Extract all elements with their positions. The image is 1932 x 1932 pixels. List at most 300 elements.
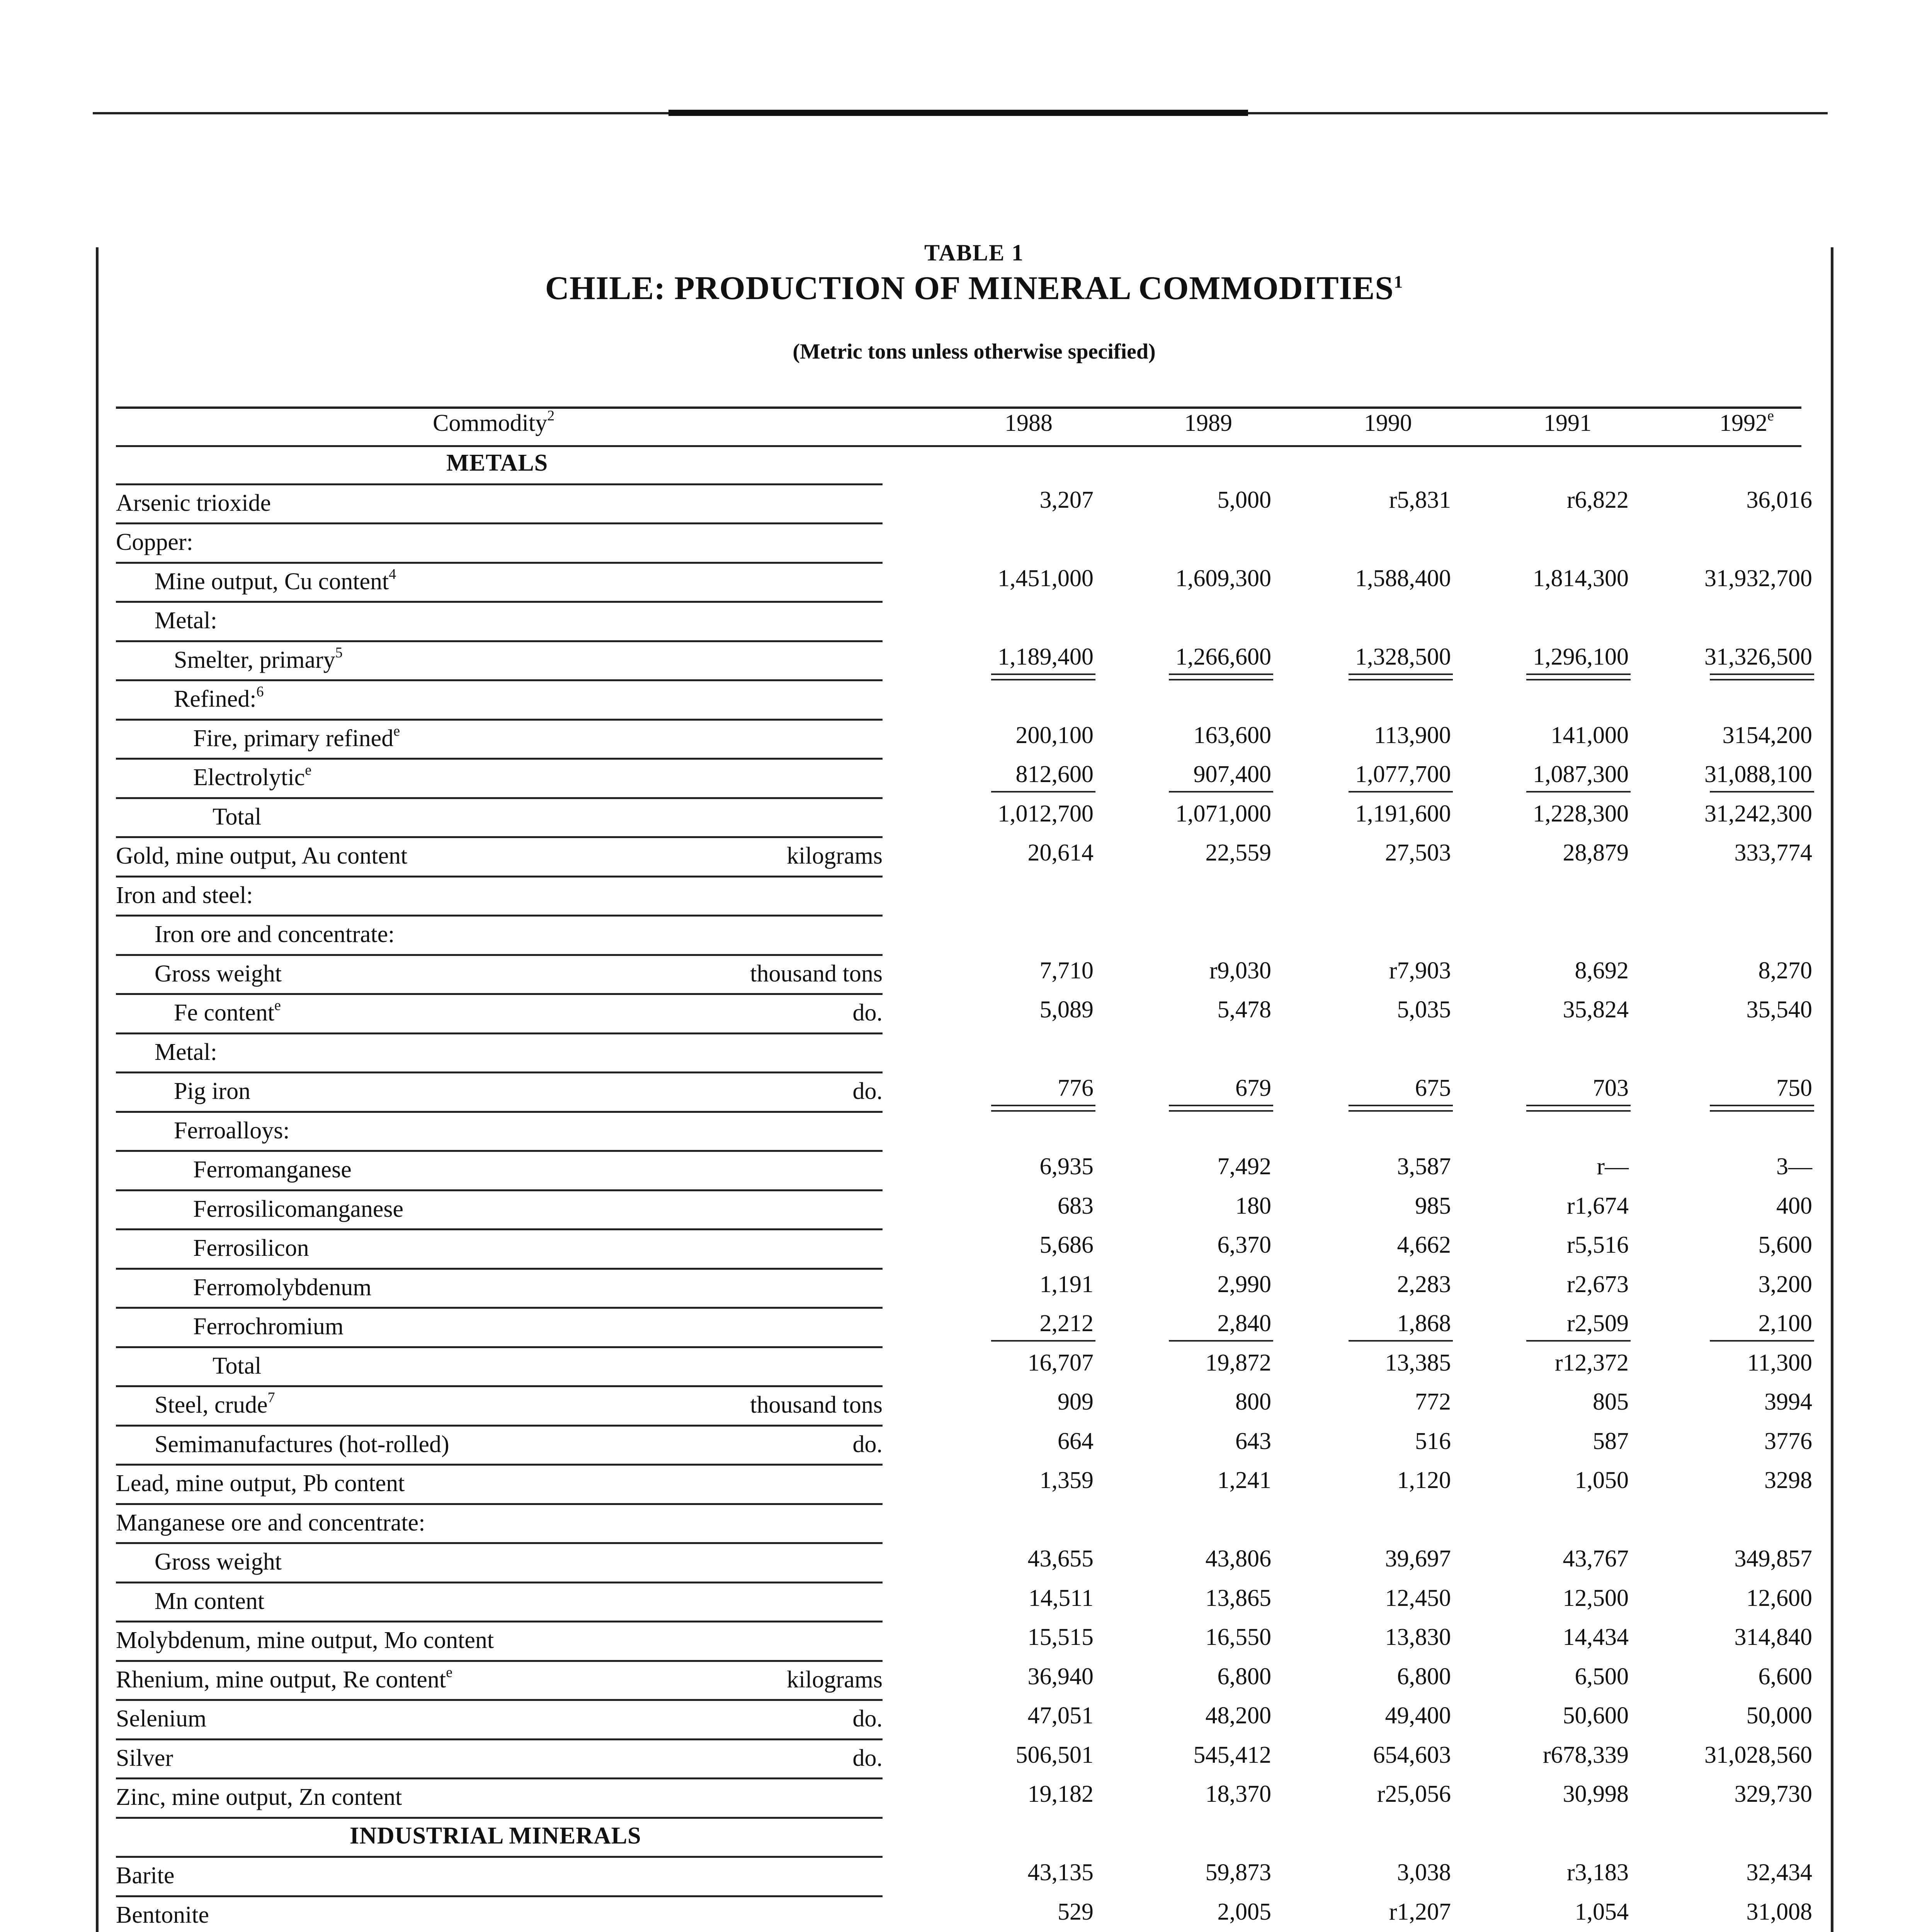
table-row bbox=[0, 1781, 1932, 1819]
row-rule bbox=[116, 954, 883, 956]
cell-1990: 3,587 bbox=[1397, 1153, 1451, 1180]
row-label: Semimanufactures (hot-rolled) bbox=[155, 1431, 449, 1458]
value-underline bbox=[1349, 791, 1453, 793]
row-rule bbox=[116, 601, 883, 603]
table-row bbox=[0, 1545, 1932, 1584]
row-label: Selenium bbox=[116, 1706, 207, 1732]
table-row bbox=[0, 1388, 1932, 1427]
section-rule bbox=[116, 483, 883, 485]
row-label: Gross weight bbox=[155, 1549, 282, 1575]
cell-1988: 776 bbox=[1058, 1075, 1094, 1101]
cell-1991: 6,500 bbox=[1575, 1663, 1629, 1690]
value-underline bbox=[1710, 791, 1814, 793]
cell-1988: 6,935 bbox=[1039, 1153, 1094, 1180]
row-rule bbox=[116, 1464, 883, 1466]
cell-1988: 15,515 bbox=[1027, 1624, 1094, 1650]
row-label: Metal: bbox=[155, 607, 217, 634]
cell-1990: 516 bbox=[1415, 1428, 1451, 1454]
row-rule bbox=[116, 797, 883, 799]
row-rule bbox=[116, 758, 883, 760]
cell-1991: 35,824 bbox=[1563, 997, 1629, 1023]
row-rule bbox=[116, 1189, 883, 1191]
cell-1991: r2,673 bbox=[1566, 1271, 1629, 1298]
value-underline bbox=[1526, 673, 1631, 675]
row-label: Barite bbox=[116, 1862, 175, 1889]
row-label: Gross weight bbox=[155, 960, 282, 987]
value-underline bbox=[1169, 679, 1273, 680]
table-row bbox=[0, 1349, 1932, 1388]
cell-1988: 20,614 bbox=[1027, 840, 1094, 866]
cell-1988: 43,655 bbox=[1027, 1546, 1094, 1572]
row-rule bbox=[116, 1777, 883, 1779]
cell-1988: 506,501 bbox=[1015, 1742, 1094, 1768]
row-rule bbox=[116, 1621, 883, 1622]
cell-1992: 8,270 bbox=[1758, 957, 1812, 984]
cell-1989: 43,806 bbox=[1205, 1546, 1271, 1572]
cell-1992: 36,016 bbox=[1746, 486, 1812, 513]
cell-1989: 2,005 bbox=[1217, 1898, 1271, 1925]
cell-1991: 12,500 bbox=[1563, 1585, 1629, 1611]
cell-1991: 1,228,300 bbox=[1533, 800, 1629, 827]
cell-1992: 2,100 bbox=[1758, 1310, 1812, 1337]
cell-1991: 43,767 bbox=[1563, 1546, 1629, 1572]
cell-1989: 2,990 bbox=[1217, 1271, 1271, 1298]
cell-1988: 16,707 bbox=[1027, 1349, 1094, 1376]
cell-1991: 14,434 bbox=[1563, 1624, 1629, 1650]
cell-1988: 200,100 bbox=[1015, 722, 1094, 748]
value-underline bbox=[1710, 679, 1814, 680]
cell-1989: 643 bbox=[1235, 1428, 1271, 1454]
header-year-1991: 1991 bbox=[1544, 410, 1592, 436]
value-underline bbox=[1169, 673, 1273, 675]
row-rule bbox=[116, 719, 883, 721]
row-unit: do. bbox=[852, 1431, 883, 1458]
cell-1991: 1,050 bbox=[1575, 1467, 1629, 1493]
row-label: Gold, mine output, Au content bbox=[116, 843, 408, 869]
cell-1990: r1,207 bbox=[1389, 1898, 1451, 1925]
table-row bbox=[0, 879, 1932, 917]
table-row bbox=[0, 1859, 1932, 1898]
value-underline bbox=[1349, 679, 1453, 680]
table-row bbox=[0, 1663, 1932, 1702]
cell-1992: 333,774 bbox=[1734, 840, 1812, 866]
row-rule bbox=[116, 679, 883, 681]
cell-1988: 1,191 bbox=[1039, 1271, 1094, 1298]
table-label: TABLE 1 bbox=[924, 240, 1024, 265]
row-label: Steel, crude$^7$ bbox=[155, 1389, 275, 1418]
table-row bbox=[0, 1310, 1932, 1349]
cell-1991: 50,600 bbox=[1563, 1702, 1629, 1729]
cell-1990: r5,831 bbox=[1389, 486, 1451, 513]
row-rule bbox=[116, 522, 883, 524]
cell-1992: 31,242,300 bbox=[1704, 800, 1812, 827]
cell-1988: 14,511 bbox=[1028, 1585, 1094, 1611]
cell-1989: 180 bbox=[1235, 1192, 1271, 1219]
row-label: Mine output, Cu content$^4$ bbox=[155, 566, 396, 595]
row-rule bbox=[116, 1817, 883, 1819]
cell-1991: r678,339 bbox=[1543, 1742, 1629, 1768]
table-row bbox=[0, 761, 1932, 799]
row-unit: kilograms bbox=[787, 843, 883, 869]
value-underline bbox=[1526, 1340, 1631, 1342]
cell-1990: 5,035 bbox=[1397, 997, 1451, 1023]
row-rule bbox=[116, 1307, 883, 1309]
cell-1989: 5,000 bbox=[1217, 486, 1271, 513]
cell-1990: 27,503 bbox=[1385, 840, 1451, 866]
value-underline bbox=[1526, 1105, 1631, 1106]
row-rule bbox=[116, 1346, 883, 1348]
cell-1989: 5,478 bbox=[1217, 997, 1271, 1023]
cell-1991: r12,372 bbox=[1554, 1349, 1629, 1376]
cell-1990: 2,283 bbox=[1397, 1271, 1451, 1298]
row-label: Mn content bbox=[155, 1588, 265, 1614]
table-row bbox=[0, 604, 1932, 643]
cell-1991: 8,692 bbox=[1575, 957, 1629, 984]
header-bottom-rule bbox=[116, 445, 1801, 447]
row-label: Pig iron bbox=[174, 1078, 251, 1104]
cell-1988: 47,051 bbox=[1027, 1702, 1094, 1729]
cell-1992: 11,300 bbox=[1747, 1349, 1812, 1376]
table-row bbox=[0, 957, 1932, 996]
cell-1992: 12,600 bbox=[1746, 1585, 1812, 1611]
row-unit: do. bbox=[852, 1078, 883, 1104]
cell-1991: 703 bbox=[1593, 1075, 1629, 1101]
cell-1988: 1,359 bbox=[1039, 1467, 1094, 1493]
row-unit: do. bbox=[852, 1000, 883, 1026]
table-row bbox=[0, 722, 1932, 760]
value-underline bbox=[1526, 1110, 1631, 1112]
row-label: Metal: bbox=[155, 1039, 217, 1065]
row-rule bbox=[116, 993, 883, 995]
row-label: Manganese ore and concentrate: bbox=[116, 1509, 425, 1536]
top-rule-thick bbox=[668, 110, 1248, 116]
row-rule bbox=[116, 1895, 883, 1897]
value-underline bbox=[1169, 1110, 1273, 1112]
table-row bbox=[0, 1192, 1932, 1231]
row-unit: do. bbox=[852, 1745, 883, 1771]
cell-1990: 13,830 bbox=[1385, 1624, 1451, 1650]
cell-1988: 664 bbox=[1058, 1428, 1094, 1454]
cell-1989: 22,559 bbox=[1205, 840, 1271, 866]
cell-1988: 3,207 bbox=[1039, 486, 1094, 513]
cell-1989: 48,200 bbox=[1205, 1702, 1271, 1729]
value-underline bbox=[991, 1105, 1095, 1106]
row-rule bbox=[116, 1150, 883, 1152]
row-rule bbox=[116, 876, 883, 878]
row-rule bbox=[116, 1228, 883, 1230]
cell-1990: 1,191,600 bbox=[1355, 800, 1451, 827]
header-commodity: Commodity$^2$ bbox=[433, 408, 555, 436]
cell-1992: 750 bbox=[1776, 1075, 1812, 1101]
cell-1990: 3,038 bbox=[1397, 1859, 1451, 1886]
table-row bbox=[0, 526, 1932, 564]
cell-1989: 907,400 bbox=[1193, 761, 1271, 787]
cell-1992: 3,200 bbox=[1758, 1271, 1812, 1298]
value-underline bbox=[1526, 791, 1631, 793]
cell-1989: 1,241 bbox=[1217, 1467, 1271, 1493]
cell-1989: 18,370 bbox=[1205, 1781, 1271, 1807]
table-row bbox=[0, 839, 1932, 878]
row-rule bbox=[116, 1738, 883, 1740]
row-label: Ferrochromium bbox=[193, 1313, 344, 1340]
cell-1989: 13,865 bbox=[1205, 1585, 1271, 1611]
cell-1991: 805 bbox=[1593, 1389, 1629, 1415]
value-underline bbox=[1349, 1110, 1453, 1112]
row-label: Total bbox=[213, 1352, 262, 1379]
cell-1992: 3994 bbox=[1764, 1389, 1812, 1415]
table-row bbox=[0, 1702, 1932, 1741]
cell-1990: 675 bbox=[1415, 1075, 1451, 1101]
cell-1992: 31,326,500 bbox=[1704, 643, 1812, 670]
cell-1989: 1,609,300 bbox=[1175, 565, 1271, 592]
cell-1990: 1,588,400 bbox=[1355, 565, 1451, 592]
value-underline bbox=[1349, 673, 1453, 675]
row-label: Arsenic trioxide bbox=[116, 490, 271, 516]
cell-1990: r7,903 bbox=[1389, 957, 1451, 984]
row-label: Ferromolybdenum bbox=[193, 1274, 372, 1301]
cell-1989: 19,872 bbox=[1205, 1349, 1271, 1376]
cell-1992: 6,600 bbox=[1758, 1663, 1812, 1690]
cell-1989: 1,266,600 bbox=[1175, 643, 1271, 670]
cell-1991: r1,674 bbox=[1566, 1192, 1629, 1219]
cell-1988: 7,710 bbox=[1039, 957, 1094, 984]
row-label: Ferrosilicomanganese bbox=[193, 1196, 404, 1222]
cell-1989: 6,800 bbox=[1217, 1663, 1271, 1690]
table-row bbox=[0, 1506, 1932, 1545]
cell-1988: 5,089 bbox=[1039, 997, 1094, 1023]
cell-1990: 1,868 bbox=[1397, 1310, 1451, 1337]
value-underline bbox=[1710, 1110, 1814, 1112]
table-row bbox=[0, 1036, 1932, 1074]
table-row bbox=[0, 1271, 1932, 1310]
row-rule bbox=[116, 1582, 883, 1583]
table-row bbox=[0, 486, 1932, 525]
cell-1992: 3298 bbox=[1764, 1467, 1812, 1493]
header-year-1988: 1988 bbox=[1005, 410, 1053, 436]
row-label: Ferromanganese bbox=[193, 1156, 352, 1183]
row-rule bbox=[116, 1660, 883, 1662]
cell-1991: r— bbox=[1597, 1153, 1629, 1180]
cell-1990: 985 bbox=[1415, 1192, 1451, 1219]
value-underline bbox=[991, 1110, 1095, 1112]
cell-1991: 1,296,100 bbox=[1533, 643, 1629, 670]
section-rule bbox=[116, 1856, 883, 1858]
row-label: Ferrosilicon bbox=[193, 1235, 309, 1261]
row-label: Refined:$^6$ bbox=[174, 684, 264, 712]
cell-1988: 1,189,400 bbox=[998, 643, 1094, 670]
value-underline bbox=[991, 673, 1095, 675]
cell-1991: 587 bbox=[1593, 1428, 1629, 1454]
row-rule bbox=[116, 1071, 883, 1073]
cell-1991: 1,087,300 bbox=[1533, 761, 1629, 787]
value-underline bbox=[1349, 1340, 1453, 1342]
cell-1992: 50,000 bbox=[1746, 1702, 1812, 1729]
cell-1988: 529 bbox=[1058, 1898, 1094, 1925]
row-rule bbox=[116, 1503, 883, 1505]
row-label: Rhenium, mine output, Re content$^e$ bbox=[116, 1664, 452, 1693]
row-rule bbox=[116, 915, 883, 917]
cell-1989: 7,492 bbox=[1217, 1153, 1271, 1180]
row-rule bbox=[116, 1425, 883, 1427]
table-row bbox=[0, 1898, 1932, 1932]
cell-1989: 6,370 bbox=[1217, 1232, 1271, 1258]
row-rule bbox=[116, 562, 883, 564]
row-label: Iron ore and concentrate: bbox=[155, 921, 395, 947]
cell-1988: 43,135 bbox=[1027, 1859, 1094, 1886]
row-unit: do. bbox=[852, 1706, 883, 1732]
cell-1990: 113,900 bbox=[1374, 722, 1451, 748]
cell-1990: r25,056 bbox=[1377, 1781, 1451, 1807]
value-underline bbox=[1169, 1340, 1273, 1342]
table-row bbox=[0, 1585, 1932, 1623]
value-underline bbox=[991, 679, 1095, 680]
row-label: Total bbox=[213, 803, 262, 830]
cell-1991: r6,822 bbox=[1566, 486, 1629, 513]
table-row bbox=[0, 918, 1932, 956]
row-label: Electrolytic$^e$ bbox=[193, 762, 312, 791]
cell-1989: 545,412 bbox=[1193, 1742, 1271, 1768]
cell-1991: r5,516 bbox=[1566, 1232, 1629, 1258]
row-label: Fire, primary refined$^e$ bbox=[193, 723, 400, 752]
cell-1990: 39,697 bbox=[1385, 1546, 1451, 1572]
cell-1991: 141,000 bbox=[1551, 722, 1629, 748]
table-row bbox=[0, 800, 1932, 839]
cell-1989: 163,600 bbox=[1193, 722, 1271, 748]
cell-1992: 3— bbox=[1776, 1153, 1812, 1180]
value-underline bbox=[1526, 679, 1631, 680]
cell-1990: 772 bbox=[1415, 1389, 1451, 1415]
row-label: Copper: bbox=[116, 529, 193, 555]
cell-1992: 31,008 bbox=[1746, 1898, 1812, 1925]
cell-1990: 1,077,700 bbox=[1355, 761, 1451, 787]
value-underline bbox=[1169, 791, 1273, 793]
cell-1988: 36,940 bbox=[1027, 1663, 1094, 1690]
value-underline bbox=[1710, 673, 1814, 675]
value-underline bbox=[991, 1340, 1095, 1342]
value-underline bbox=[1710, 1105, 1814, 1106]
row-label: Zinc, mine output, Zn content bbox=[116, 1784, 402, 1810]
cell-1991: 28,879 bbox=[1563, 840, 1629, 866]
cell-1992: 31,932,700 bbox=[1704, 565, 1812, 592]
cell-1992: 35,540 bbox=[1746, 997, 1812, 1023]
value-underline bbox=[991, 791, 1095, 793]
cell-1992: 5,600 bbox=[1758, 1232, 1812, 1258]
table-subtitle: (Metric tons unless otherwise specified) bbox=[793, 340, 1156, 364]
row-rule bbox=[116, 1542, 883, 1544]
row-label: Silver bbox=[116, 1745, 173, 1771]
cell-1992: 3776 bbox=[1764, 1428, 1812, 1454]
table-row bbox=[0, 643, 1932, 682]
row-label: Lead, mine output, Pb content bbox=[116, 1470, 405, 1497]
cell-1991: 30,998 bbox=[1563, 1781, 1629, 1807]
table-row bbox=[0, 1231, 1932, 1270]
cell-1990: 12,450 bbox=[1385, 1585, 1451, 1611]
cell-1989: 2,840 bbox=[1217, 1310, 1271, 1337]
row-label: Iron and steel: bbox=[116, 882, 253, 908]
cell-1992: 400 bbox=[1776, 1192, 1812, 1219]
cell-1989: 16,550 bbox=[1205, 1624, 1271, 1650]
value-underline bbox=[1710, 1340, 1814, 1342]
cell-1992: 349,857 bbox=[1734, 1546, 1812, 1572]
row-rule bbox=[116, 1385, 883, 1387]
cell-1992: 329,730 bbox=[1734, 1781, 1812, 1807]
cell-1990: 654,603 bbox=[1373, 1742, 1451, 1768]
cell-1989: 59,873 bbox=[1205, 1859, 1271, 1886]
row-rule bbox=[116, 1268, 883, 1270]
value-underline bbox=[1169, 1105, 1273, 1106]
cell-1989: 1,071,000 bbox=[1175, 800, 1271, 827]
row-rule bbox=[116, 1032, 883, 1034]
cell-1990: 6,800 bbox=[1397, 1663, 1451, 1690]
table-row bbox=[0, 1428, 1932, 1466]
section-heading-industrial: INDUSTRIAL MINERALS bbox=[350, 1822, 641, 1849]
cell-1992: 31,088,100 bbox=[1704, 761, 1812, 787]
section-heading-metals: METALS bbox=[446, 450, 548, 476]
header-year-1990: 1990 bbox=[1364, 410, 1412, 436]
cell-1990: 4,662 bbox=[1397, 1232, 1451, 1258]
cell-1992: 314,840 bbox=[1734, 1624, 1812, 1650]
row-label: Fe content$^e$ bbox=[174, 997, 281, 1026]
cell-1988: 1,012,700 bbox=[998, 800, 1094, 827]
cell-1990: 1,120 bbox=[1397, 1467, 1451, 1493]
cell-1988: 19,182 bbox=[1027, 1781, 1094, 1807]
header-top-rule bbox=[116, 406, 1801, 409]
table-row bbox=[0, 1153, 1932, 1192]
table-row bbox=[0, 996, 1932, 1035]
cell-1991: 1,814,300 bbox=[1533, 565, 1629, 592]
header-year-1992: 1992e bbox=[1719, 408, 1774, 436]
row-label: Bentonite bbox=[116, 1901, 209, 1928]
cell-1989: 800 bbox=[1235, 1389, 1271, 1415]
row-rule bbox=[116, 836, 883, 838]
row-label: Molybdenum, mine output, Mo content bbox=[116, 1627, 494, 1653]
cell-1989: r9,030 bbox=[1209, 957, 1271, 984]
row-unit: thousand tons bbox=[750, 1392, 883, 1418]
cell-1988: 683 bbox=[1058, 1192, 1094, 1219]
table-row bbox=[0, 682, 1932, 721]
cell-1992: 32,434 bbox=[1746, 1859, 1812, 1886]
value-underline bbox=[1349, 1105, 1453, 1106]
table-row bbox=[0, 1114, 1932, 1153]
cell-1992: 3154,200 bbox=[1722, 722, 1812, 748]
cell-1988: 1,451,000 bbox=[998, 565, 1094, 592]
header-year-1989: 1989 bbox=[1184, 410, 1232, 436]
cell-1989: 679 bbox=[1235, 1075, 1271, 1101]
cell-1992: 31,028,560 bbox=[1704, 1742, 1812, 1768]
row-rule bbox=[116, 640, 883, 642]
cell-1991: 1,054 bbox=[1575, 1898, 1629, 1925]
cell-1990: 13,385 bbox=[1385, 1349, 1451, 1376]
row-rule bbox=[116, 1111, 883, 1113]
cell-1990: 49,400 bbox=[1385, 1702, 1451, 1729]
row-rule bbox=[116, 1699, 883, 1701]
cell-1988: 5,686 bbox=[1039, 1232, 1094, 1258]
cell-1988: 909 bbox=[1058, 1389, 1094, 1415]
cell-1991: r2,509 bbox=[1566, 1310, 1629, 1337]
cell-1990: 1,328,500 bbox=[1355, 643, 1451, 670]
table-row bbox=[0, 565, 1932, 604]
table-row bbox=[0, 1467, 1932, 1505]
table-title: CHILE: PRODUCTION OF MINERAL COMMODITIES$^1$ bbox=[545, 269, 1403, 306]
cell-1988: 812,600 bbox=[1015, 761, 1094, 787]
table-row bbox=[0, 1742, 1932, 1780]
row-unit: thousand tons bbox=[750, 960, 883, 987]
cell-1988: 2,212 bbox=[1039, 1310, 1094, 1337]
row-label: Ferroalloys: bbox=[174, 1117, 290, 1144]
cell-1991: r3,183 bbox=[1566, 1859, 1629, 1886]
row-unit: kilograms bbox=[787, 1666, 883, 1693]
table-row bbox=[0, 1075, 1932, 1113]
